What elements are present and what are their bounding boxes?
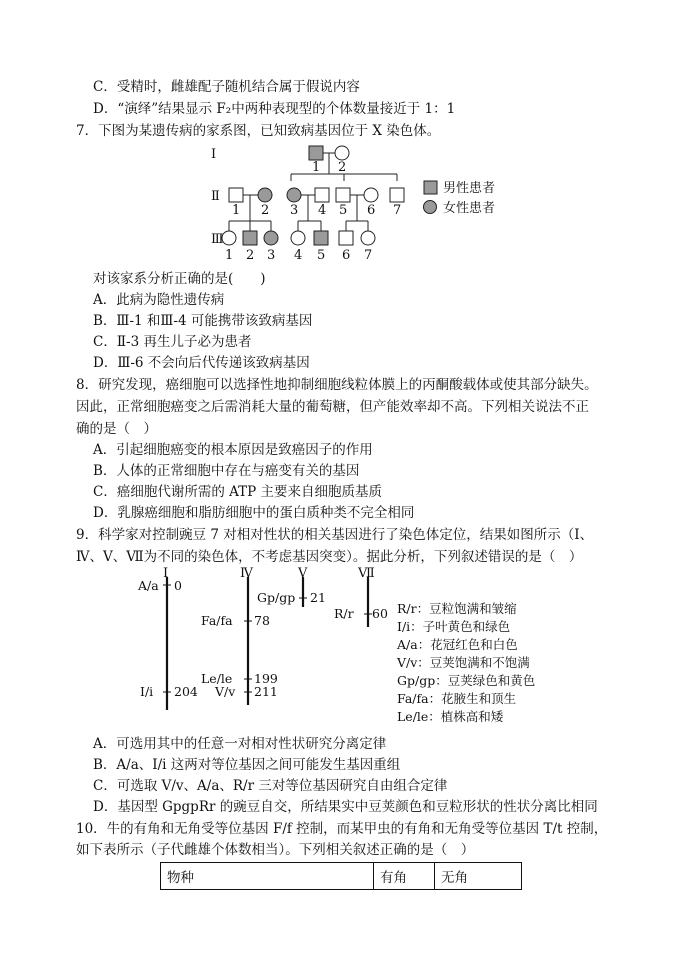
pos-le: 199: [254, 671, 278, 686]
pedigree-i1: [309, 146, 323, 160]
q8-option-a: A．引起细胞癌变的根本原因是致癌因子的作用: [93, 442, 373, 458]
table-header-row: [161, 863, 522, 890]
num-ii5: 5: [339, 203, 348, 218]
legend-male-label: 男性患者: [443, 181, 496, 196]
q10-stem-2: 如下表所示（子代雌雄个体数相当）。下列相关叙述正确的是（ ）: [76, 842, 475, 858]
gen-label-3: Ⅲ: [211, 232, 224, 247]
legend-female-label: 女性患者: [443, 201, 496, 216]
q6-option-c: C．受精时，雌雄配子随机结合属于假说内容: [93, 79, 360, 95]
q8-option-d: D．乳腺癌细胞和脂肪细胞中的蛋白质种类不完全相同: [93, 505, 415, 521]
num-ii2: 2: [261, 203, 270, 218]
q8-option-c: C．癌细胞代谢所需的 ATP 主要来自细胞质基质: [93, 484, 383, 500]
q7-stem: 7．下图为某遗传病的家系图，已知致病基因位于 X 染色体。: [76, 123, 441, 139]
q8-stem-3: 确的是（ ）: [76, 421, 157, 437]
legend-i: I/i：子叶黄色和绿色: [397, 619, 511, 634]
pedigree-i2: [335, 146, 349, 160]
num-ii3: 3: [290, 203, 299, 218]
legend-r: R/r：豆粒饱满和皱缩: [397, 601, 517, 616]
legend-fa: Fa/fa：花腋生和顶生: [397, 691, 517, 706]
pedigree-ii7: [390, 188, 404, 202]
legend-v: V/v：豆荚饱满和不饱满: [397, 655, 530, 670]
chromosome-label-5: Ⅴ: [298, 566, 308, 581]
pedigree-ii3: [287, 188, 301, 202]
q9-option-d: D．基因型 GpgpRr 的豌豆自交，所结果实中豆荚颜色和豆粒形状的性状分离比相同: [93, 799, 598, 815]
q7-option-b: B．Ⅲ-1 和Ⅲ-4 可能携带该致病基因: [93, 313, 313, 329]
legend-le: Le/le：植株高和矮: [397, 709, 504, 724]
gene-gp: Gp/gp: [257, 590, 296, 605]
gene-fa: Fa/fa: [201, 613, 233, 628]
pedigree-ii5: [336, 188, 350, 202]
pedigree-iii3: [264, 231, 278, 245]
q9-option-c: C．可选取 V/v、A/a、R/r 三对等位基因研究自由组合定律: [93, 778, 448, 794]
q7-option-a: A．此病为隐性遗传病: [93, 292, 225, 308]
gen-label-1: Ⅰ: [211, 147, 217, 162]
q8-option-b: B．人体的正常细胞中存在与癌变有关的基因: [93, 463, 360, 479]
chromosome-label-4: Ⅳ: [240, 566, 253, 581]
gene-a: A/a: [138, 578, 159, 593]
pedigree-iii6: [339, 231, 353, 245]
num-ii4: 4: [318, 203, 327, 218]
num-iii3: 3: [267, 248, 276, 263]
chromosome-label-1: Ⅰ: [163, 566, 169, 581]
pedigree-chart: [0, 140, 688, 270]
num-iii2: 2: [246, 248, 255, 263]
table-header-species: 物种: [161, 863, 374, 890]
q8-stem-1: 8．研究发现，癌细胞可以选择性地抑制细胞线粒体膜上的丙酮酸载体或使其部分缺失。: [76, 377, 598, 393]
legend-male-symbol: [424, 181, 437, 194]
q7-option-d: D．Ⅲ-6 不会向后代传递该致病基因: [93, 355, 310, 371]
q7-lead: 对该家系分析正确的是( ): [93, 271, 266, 287]
q9-stem-2: Ⅳ、Ⅴ、Ⅶ为不同的染色体，不考虑基因突变）。据此分析，下列叙述错误的是（ ）: [76, 549, 583, 565]
chromosome-map: [0, 565, 688, 730]
num-iii5: 5: [317, 248, 326, 263]
gene-r: R/r: [334, 606, 354, 621]
gene-v: V/v: [215, 684, 236, 699]
num-iii1: 1: [225, 248, 234, 263]
num-i1: 1: [312, 160, 321, 175]
legend-female-symbol: [424, 201, 437, 214]
pedigree-ii6: [364, 188, 378, 202]
pedigree-ii1: [229, 188, 243, 202]
num-ii1: 1: [232, 203, 241, 218]
pos-fa: 78: [254, 613, 270, 628]
pos-gp: 21: [310, 590, 326, 605]
pedigree-iii5: [314, 231, 328, 245]
gene-i: I/i: [140, 684, 154, 699]
q6-option-d: D．“演绎”结果显示 F₂中两种表现型的个体数量接近于 1：1: [93, 101, 456, 117]
q9-option-b: B．A/a、I/i 这两对等位基因之间可能发生基因重组: [93, 757, 401, 773]
chromosome-label-7: Ⅶ: [358, 566, 375, 581]
pos-r: 60: [372, 606, 388, 621]
pos-a: 0: [174, 578, 182, 593]
num-i2: 2: [338, 160, 347, 175]
q9-stem-1: 9．科学家对控制豌豆 7 对相对性状的相关基因进行了染色体定位，结果如图所示（Ⅰ、: [76, 527, 594, 543]
q7-option-c: C．Ⅱ-3 再生儿子必为患者: [93, 334, 252, 350]
num-ii6: 6: [367, 203, 376, 218]
pedigree-iii1: [222, 231, 236, 245]
pedigree-iii7: [361, 231, 375, 245]
pedigree-iii4: [291, 231, 305, 245]
gen-label-2: Ⅱ: [211, 189, 220, 204]
pos-v: 211: [254, 684, 278, 699]
pos-i: 204: [174, 684, 198, 699]
table-header-hornless: 无角: [435, 863, 522, 890]
num-iii4: 4: [294, 248, 303, 263]
q10-table: [160, 862, 522, 890]
pedigree-ii2: [258, 188, 272, 202]
pedigree-ii4: [315, 188, 329, 202]
q8-stem-2: 因此，正常细胞癌变之后需消耗大量的葡萄糖，但产能效率却不高。下列相关说法不正: [76, 399, 589, 415]
legend-gp: Gp/gp：豆荚绿色和黄色: [397, 673, 536, 688]
q9-option-a: A．可选用其中的任意一对相对性状研究分离定律: [93, 736, 387, 752]
num-ii7: 7: [393, 203, 402, 218]
table-header-horned: 有角: [374, 863, 435, 890]
q10-stem-1: 10．牛的有角和无角受等位基因 F/f 控制，而某甲虫的有角和无角受等位基因 T/t 控制，: [76, 821, 608, 837]
num-iii6: 6: [342, 248, 351, 263]
gene-le: Le/le: [201, 671, 233, 686]
legend-a: A/a：花冠红色和白色: [397, 637, 518, 652]
num-iii7: 7: [364, 248, 373, 263]
pedigree-iii2: [243, 231, 257, 245]
